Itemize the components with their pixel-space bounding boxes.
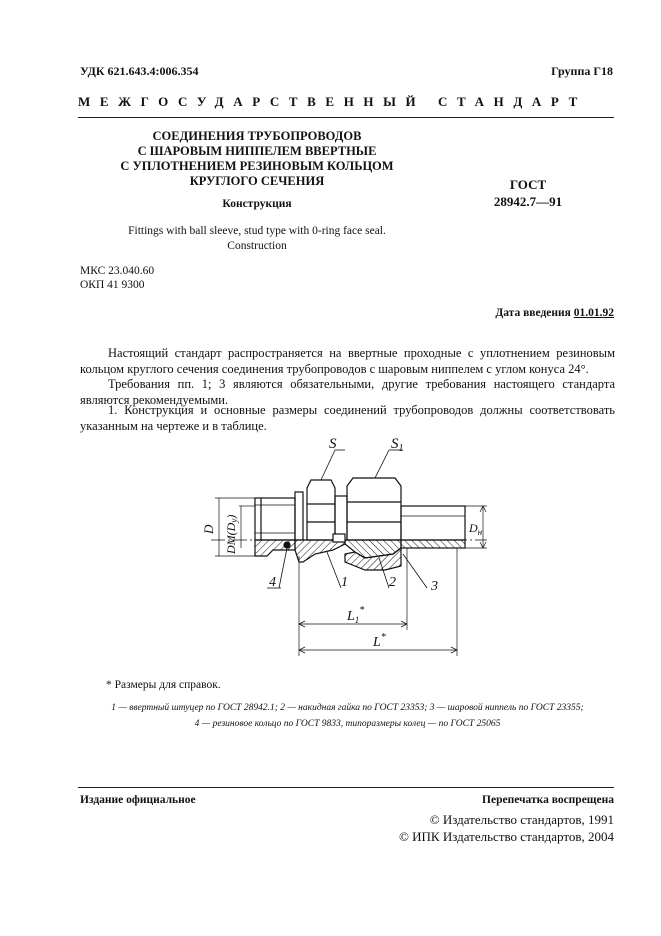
label-s1-main: S	[391, 436, 399, 452]
label-d: D	[201, 524, 216, 534]
parts-legend	[80, 700, 615, 732]
classification-codes	[80, 264, 154, 292]
paragraph-scope-text: Настоящий стандарт распространяется на ввертные проходные с уплотнением резиновым кольцом круглого сечения соединения трубопроводов с шаровым ниппелем с углом конуса 24°.	[80, 346, 615, 376]
mks-code: МКС 23.040.60	[80, 265, 155, 277]
label-dm-main: DM(D	[224, 522, 238, 554]
paragraph-scope	[80, 345, 615, 377]
callout-4: 4	[269, 575, 276, 590]
nipple-tube	[401, 506, 465, 540]
paragraph-construction-text: 1. Конструкция и основные размеры соединений трубопроводов должны соответствовать указанным на чертеже и в таблице.	[80, 403, 615, 433]
label-l-main: L	[373, 635, 381, 650]
nut-s1	[347, 478, 401, 540]
label-l1-star: *	[359, 605, 365, 616]
effective-date-value: 01.01.92	[573, 307, 614, 319]
subtitle: Конструкция	[222, 198, 292, 210]
udk-code: УДК 621.643.4:006.354	[80, 64, 199, 78]
label-l-star: *	[380, 632, 386, 643]
copyright-1991: © Издательство стандартов, 1991	[429, 812, 614, 827]
reprint-prohibited: Перепечатка воспрещена	[482, 794, 614, 806]
effective-date-label: Дата введения	[495, 307, 571, 319]
label-l1-main: L	[347, 609, 355, 624]
title-line-1: СОЕДИНЕНИЯ ТРУБОПРОВОДОВ	[152, 129, 362, 143]
bottom-divider	[78, 787, 614, 788]
paragraph-requirements-text: Требования пп. 1; 3 являются обязательными, другие требования настоящего стандарта являются рекомендуемыми.	[80, 377, 615, 407]
title-line-2: С ШАРОВЫМ НИППЕЛЕМ ВВЕРТНЫЕ	[137, 144, 377, 158]
title-line-4: КРУГЛОГО СЕЧЕНИЯ	[189, 174, 325, 188]
fitting-drawing	[195, 430, 505, 665]
label-dn-main: D	[469, 521, 478, 535]
label-s1-sub: 1	[398, 443, 404, 454]
group-code: Группа Г18	[551, 64, 613, 78]
english-title	[96, 224, 418, 254]
label-dn-sub: н	[477, 527, 483, 537]
okp-code: ОКП 41 9300	[80, 279, 145, 291]
label-l	[372, 632, 386, 650]
title-line-3: С УПЛОТНЕНИЕМ РЕЗИНОВЫМ КОЛЬЦОМ	[120, 159, 394, 173]
label-l1-sub: 1	[354, 615, 360, 625]
effective-date	[495, 307, 614, 319]
callout-1: 1	[341, 575, 348, 590]
parts-legend-line-1: 1 — ввертный штуцер по ГОСТ 28942.1; 2 — накидная гайка по ГОСТ 23353; 3 — шаровой ниппель по ГОСТ 23355;	[111, 703, 584, 713]
label-dm-close: )	[224, 514, 238, 519]
gost-number: 28942.7—91	[493, 194, 563, 209]
label-dn	[468, 521, 483, 537]
english-title-line-2: Construction	[227, 240, 287, 252]
top-divider	[78, 117, 614, 118]
label-dm-sub: y	[229, 518, 239, 523]
label-l1	[346, 605, 364, 625]
label-s: S	[329, 436, 337, 452]
interstate-standard-banner: МЕЖГОСУДАРСТВЕННЫЙ СТАНДАРТ	[78, 94, 587, 109]
english-title-line-1: Fittings with ball sleeve, stud type with 0-ring face seal.	[128, 225, 386, 237]
official-edition: Издание официальное	[80, 794, 196, 806]
label-dm	[224, 515, 239, 555]
document-title	[96, 129, 418, 189]
label-s1	[391, 436, 404, 454]
callout-2: 2	[389, 575, 396, 590]
reference-note: * Размеры для справок.	[106, 679, 221, 691]
gost-designation	[480, 176, 576, 210]
copyright-2004: © ИПК Издательство стандартов, 2004	[399, 829, 614, 844]
parts-legend-line-2: 4 — резиновое кольцо по ГОСТ 9833, типоразмеры колец — по ГОСТ 25065	[194, 719, 501, 729]
hex-s	[307, 480, 335, 540]
gost-label: ГОСТ	[509, 177, 547, 192]
callout-3: 3	[431, 579, 438, 594]
